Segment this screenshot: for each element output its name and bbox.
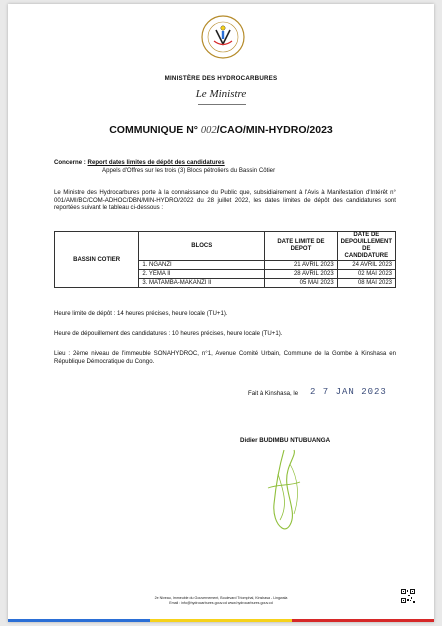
communique-suffix: /CAO/MIN-HYDRO/2023 bbox=[216, 124, 333, 136]
flag-bar-blue bbox=[8, 619, 150, 622]
flag-bar-yellow bbox=[150, 619, 292, 622]
footer-line-1: 2e Niveau, Immeuble du Gouvernement, Boulevard Triomphal, Kinshasa - Lingwala bbox=[154, 596, 288, 600]
flag-bar-red bbox=[292, 619, 434, 622]
communique-title bbox=[8, 124, 434, 136]
intro-paragraph: Le Ministre des Hydrocarbures porte à la connaissance du Public que, subsidiairement à l'Avis à Manifestation d'Intérêt n° 001/AMI/BC/COM-ADHOC/DBN/MIN-HYDRO/2022 du 28 juillet 2022, les dates limites de dépôt des candidatures sont reportées suivant le tableau ci-dessous : bbox=[54, 189, 396, 212]
depouillement-cell: 24 AVRIL 2023 bbox=[337, 261, 395, 270]
signer-name: Didier BUDIMBU NTUBUANGA bbox=[240, 437, 331, 444]
depot-cell: 05 MAI 2023 bbox=[265, 279, 337, 288]
dates-table bbox=[54, 231, 396, 288]
bloc-cell: 1. NGANZI bbox=[139, 261, 265, 270]
table-header-row bbox=[55, 232, 396, 261]
depouillement-cell: 08 MAI 2023 bbox=[337, 279, 395, 288]
depot-cell: 21 AVRIL 2023 bbox=[265, 261, 337, 270]
document-page bbox=[8, 4, 434, 622]
concerne-detail: Appels d'Offres sur les trois (3) Blocs pétroliers du Bassin Côtier bbox=[102, 167, 276, 174]
title-underline bbox=[198, 104, 246, 105]
header-depot: DATE LIMITE DE DEPOT bbox=[265, 232, 337, 261]
header-blocs: BLOCS bbox=[139, 232, 265, 261]
ministry-name: MINISTÈRE DES HYDROCARBURES bbox=[164, 75, 278, 82]
qr-code-icon bbox=[401, 589, 415, 603]
national-seal-icon bbox=[200, 14, 246, 60]
bloc-cell: 2. YEMA II bbox=[139, 270, 265, 279]
header-depouillement: DATE DE DEPOUILLEMENT DE CANDIDATURE bbox=[337, 232, 395, 261]
lieu-note: Lieu : 2ème niveau de l'immeuble SONAHYDROC, n°1, Avenue Comité Urbain, Commune de la Gombe à Kinshasa en République Démocratique du Congo. bbox=[54, 350, 396, 365]
concerne-label: Concerne : bbox=[54, 159, 86, 166]
communique-number: 002 bbox=[200, 125, 217, 136]
concerne-subject: Report dates limites de dépôt des candidatures bbox=[87, 159, 225, 166]
depot-cell: 28 AVRIL 2023 bbox=[265, 270, 337, 279]
minister-title: Le Ministre bbox=[195, 88, 247, 100]
handwritten-signature-icon bbox=[254, 444, 314, 534]
bloc-cell: 3. MATAMBA-MAKANZI II bbox=[139, 279, 265, 288]
depouillement-cell: 02 MAI 2023 bbox=[337, 270, 395, 279]
footer-line-2: Email : info@hydrocarbures.gouv.cd www.hydrocarbures.gouv.cd bbox=[169, 601, 273, 605]
communique-prefix: COMMUNIQUE N° bbox=[109, 124, 198, 136]
heure-depouillement-note: Heure de dépouillement des candidatures : 10 heures précises, heure locale (TU+1). bbox=[54, 330, 283, 337]
date-stamp: 2 7 JAN 2023 bbox=[310, 387, 387, 397]
concerne-block bbox=[54, 159, 394, 175]
footer-address bbox=[8, 596, 434, 606]
fait-a-kinshasa: Fait à Kinshasa, le bbox=[248, 390, 299, 397]
heure-depot-note: Heure limite de dépôt : 14 heures précises, heure locale (TU+1). bbox=[54, 310, 228, 317]
flag-color-bar bbox=[8, 619, 434, 622]
basin-cell: BASSIN COTIER bbox=[55, 232, 139, 288]
